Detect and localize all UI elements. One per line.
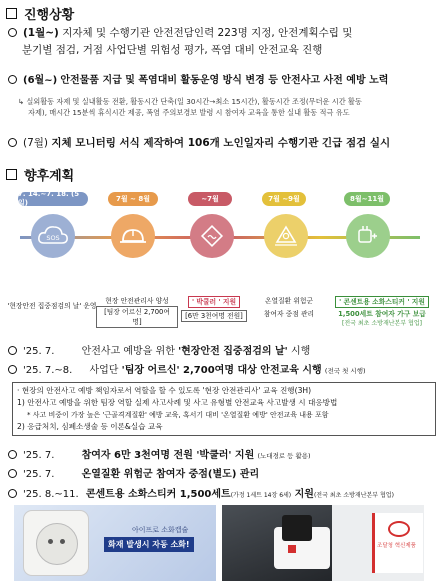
innovation-badge-icon xyxy=(388,521,410,537)
timeline-label-2: 현장 안전관리사 양성 [팀장 어르신 2,700여명] xyxy=(96,296,178,328)
plug-extinguisher-icon xyxy=(346,214,390,258)
progress-item-2-sub: ↳ 실외활동 자제 및 실내활동 전환, 활동시간 단축(일 30시간→최소 15시간), 활동시간 조정(무더운 시간 활동 자제), 매시간 15분씩 휴식시간 제공, 폭염 주의보경보 발령 시 참여자 교육을 통한 실내 활동 적극 유도 xyxy=(18,97,362,117)
circle-bullet-icon xyxy=(8,75,17,84)
photo-right: 조달청 혁신제품 xyxy=(222,505,424,581)
circle-bullet-icon xyxy=(8,489,17,498)
sos-cloud-icon xyxy=(31,214,75,258)
progress-item-3: (7월) 지체 모니터링 서식 제작하여 106개 노인일자리 수행기관 긴급 점검 실시 xyxy=(8,135,436,152)
timeline-date-3: ~7월 xyxy=(188,192,232,206)
photo-left: 아이프로 소화캡슐 화재 발생시 자동 소화! xyxy=(14,505,216,581)
progress-item-2: (6월~) 안전물품 지급 및 폭염대비 활동운영 방식 변경 등 안전사고 사전 예방 노력 xyxy=(8,72,436,89)
plan-row-4: '25. 7. 온열질환 위험군 참여자 중점(별도) 관리 xyxy=(8,466,436,483)
timeline-label-3: ' 박쿨러 ' 지원 [6만 3천여명 전원] xyxy=(176,296,252,322)
plan-row-5: '25. 8.~11. 콘센트용 소화스티커 1,500세트(가정 1세트 14장 6세) 지원(전국 최초 소방재난본부 협업) xyxy=(8,486,436,504)
heat-sun-icon xyxy=(264,214,308,258)
hardhat-icon xyxy=(111,214,155,258)
square-bullet-icon xyxy=(6,169,17,180)
circle-bullet-icon xyxy=(8,28,17,37)
timeline-date-1: 7. 14.~7. 18. (5일) xyxy=(18,192,88,206)
circle-bullet-icon xyxy=(8,346,17,355)
timeline-date-4: 7월 ~9월 xyxy=(262,192,306,206)
plan-row-3: '25. 7. 참여자 6만 3천여명 전원 '박쿨러' 지원 (노대경로 등 활용) xyxy=(8,447,436,465)
circle-bullet-icon xyxy=(8,450,17,459)
outlet-icon xyxy=(24,511,88,575)
timeline-date-2: 7월 ~ 8월 xyxy=(108,192,158,206)
circle-bullet-icon xyxy=(8,365,17,374)
progress-section-title: 진행상황 xyxy=(6,4,74,23)
circle-bullet-icon xyxy=(8,138,17,147)
arrow-return-icon: ↳ xyxy=(18,97,27,106)
svg-text:SOS: SOS xyxy=(46,234,60,242)
timeline-label-4: 온열질환 위험군 참여자 중점 관리 xyxy=(263,297,315,318)
timeline-label-5: ' 콘센트용 소화스티커 ' 지원 1,500세트 참여자 가구 보급 [전국 최초 소방재난본부 협업] xyxy=(326,296,438,329)
plan-row-2: '25. 7.~8. 사업단 '팀장 어르신' 2,700여명 대상 안전교육 시행 (전국 첫 시행) xyxy=(8,362,436,380)
timeline-date-5: 8월~11월 xyxy=(344,192,390,206)
circle-bullet-icon xyxy=(8,469,17,478)
square-bullet-icon xyxy=(6,8,17,19)
plug-icon xyxy=(282,515,312,541)
plan-section-title: 향후계획 xyxy=(6,165,74,184)
plan-info-box: · 현장의 안전사고 예방 책임자로서 역할을 할 수 있도록 '현장 안전관리사' 교육 진행(3H) 1) 안전사고 예방을 위한 팀장 역할 실제 사고사례 및 사고 유형별 안전교육 사고발생 시 대응방법 * 사고 비중이 가장 높은 '근골격계질환' 예방 교육, 혹서기 대비 '온열질환 예방' 안전교육 내용 포함 2) 응급처치, 심폐소생술 등 이론&실습 교육 xyxy=(12,382,436,436)
plan-timeline xyxy=(0,188,438,338)
progress-item-1: (1월~) 지자체 및 수행기관 안전전담인력 223명 지정, 안전계획수립 및 분기별 점검, 거점 사업단별 위험성 평가, 폭염 대비 안전교육 진행 xyxy=(8,25,433,59)
plan-row-1: '25. 7. 안전사고 예방을 위한 '현장안전 집중점검의 날' 시행 xyxy=(8,343,436,360)
cooler-icon xyxy=(190,214,234,258)
timeline-label-1: '현장안전 집중점검의 날' 운영 xyxy=(7,302,97,310)
